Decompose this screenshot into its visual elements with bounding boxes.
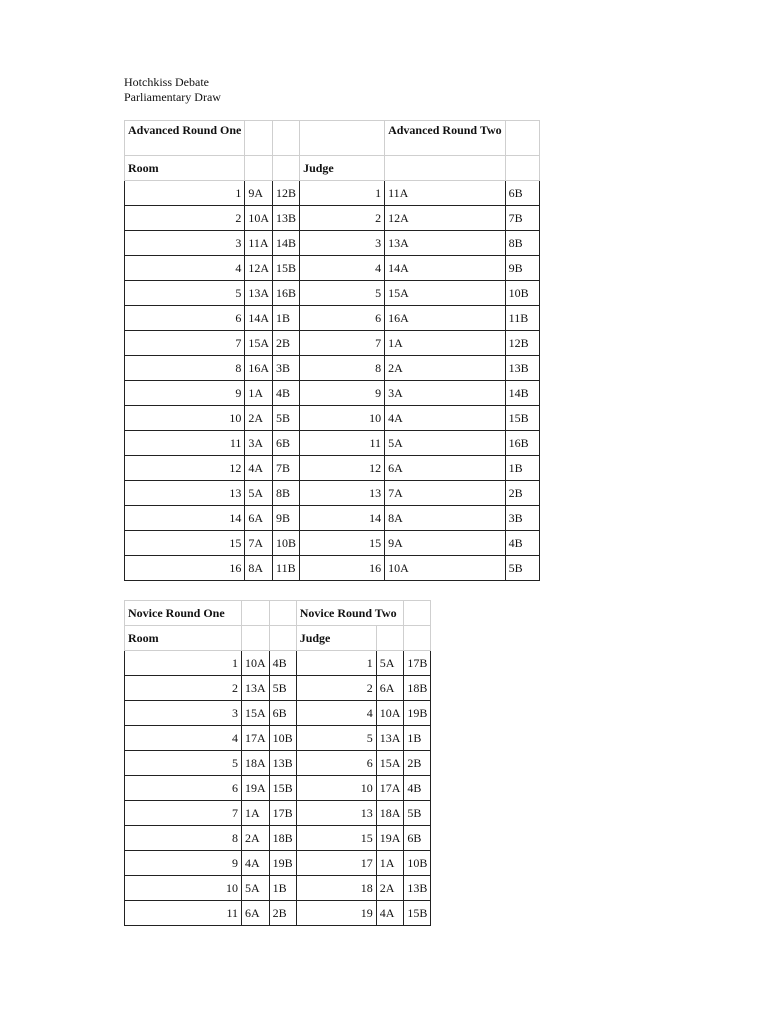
team-a-cell: 8A: [245, 556, 273, 581]
table-row: [125, 726, 431, 751]
team-b-cell: 17B: [404, 651, 431, 676]
judge-number-cell: 6: [300, 306, 385, 331]
room-number-cell: 15: [125, 531, 245, 556]
room-label: Room: [125, 626, 242, 651]
table-row: [125, 506, 540, 531]
room-label: Room: [125, 156, 245, 181]
novice-label-row: [125, 626, 431, 651]
team-a-cell: 13A: [385, 231, 506, 256]
table-row: [125, 381, 540, 406]
team-b-cell: 5B: [505, 556, 539, 581]
empty-cell: [273, 156, 300, 181]
team-b-cell: 13B: [505, 356, 539, 381]
team-a-cell: 7A: [245, 531, 273, 556]
judge-number-cell: 15: [296, 826, 376, 851]
team-b-cell: 6B: [505, 181, 539, 206]
team-b-cell: 7B: [505, 206, 539, 231]
team-a-cell: 2A: [242, 826, 270, 851]
table-row: [125, 876, 431, 901]
room-number-cell: 10: [125, 406, 245, 431]
team-b-cell: 6B: [269, 701, 296, 726]
empty-cell: [404, 601, 431, 626]
team-b-cell: 1B: [273, 306, 300, 331]
team-b-cell: 4B: [269, 651, 296, 676]
empty-cell: [269, 626, 296, 651]
table-row: [125, 851, 431, 876]
table-row: [125, 556, 540, 581]
team-b-cell: 11B: [273, 556, 300, 581]
team-b-cell: 7B: [273, 456, 300, 481]
table-row: [125, 651, 431, 676]
team-a-cell: 10A: [245, 206, 273, 231]
team-b-cell: 9B: [273, 506, 300, 531]
team-b-cell: 19B: [404, 701, 431, 726]
team-b-cell: 10B: [269, 726, 296, 751]
judge-number-cell: 13: [300, 481, 385, 506]
judge-number-cell: 15: [300, 531, 385, 556]
table-row: [125, 481, 540, 506]
team-a-cell: 6A: [376, 676, 404, 701]
team-b-cell: 10B: [404, 851, 431, 876]
judge-number-cell: 10: [296, 776, 376, 801]
table-row: [125, 531, 540, 556]
room-number-cell: 16: [125, 556, 245, 581]
team-a-cell: 1A: [376, 851, 404, 876]
team-b-cell: 4B: [273, 381, 300, 406]
advanced-round-one-title: Advanced Round One: [125, 121, 245, 156]
team-a-cell: 10A: [376, 701, 404, 726]
judge-number-cell: 4: [296, 701, 376, 726]
team-a-cell: 4A: [385, 406, 506, 431]
advanced-label-row: [125, 156, 540, 181]
room-number-cell: 10: [125, 876, 242, 901]
team-b-cell: 15B: [505, 406, 539, 431]
empty-cell: [242, 626, 270, 651]
table-row: [125, 431, 540, 456]
team-b-cell: 17B: [269, 801, 296, 826]
judge-number-cell: 11: [300, 431, 385, 456]
table-row: [125, 256, 540, 281]
room-number-cell: 5: [125, 281, 245, 306]
empty-cell: [300, 121, 385, 156]
team-a-cell: 5A: [245, 481, 273, 506]
room-number-cell: 11: [125, 431, 245, 456]
judge-label: Judge: [300, 156, 385, 181]
team-a-cell: 2A: [385, 356, 506, 381]
empty-cell: [404, 626, 431, 651]
judge-number-cell: 1: [300, 181, 385, 206]
team-b-cell: 3B: [273, 356, 300, 381]
judge-number-cell: 18: [296, 876, 376, 901]
team-b-cell: 14B: [505, 381, 539, 406]
team-b-cell: 13B: [273, 206, 300, 231]
advanced-round-two-title: Advanced Round Two: [385, 121, 506, 156]
table-row: [125, 356, 540, 381]
team-a-cell: 6A: [242, 901, 270, 926]
team-a-cell: 3A: [245, 431, 273, 456]
team-b-cell: 1B: [505, 456, 539, 481]
table-row: [125, 676, 431, 701]
team-b-cell: 16B: [273, 281, 300, 306]
judge-number-cell: 4: [300, 256, 385, 281]
room-number-cell: 8: [125, 356, 245, 381]
novice-round-one-title: Novice Round One: [125, 601, 242, 626]
empty-cell: [273, 121, 300, 156]
team-a-cell: 15A: [385, 281, 506, 306]
judge-number-cell: 6: [296, 751, 376, 776]
team-a-cell: 2A: [376, 876, 404, 901]
team-a-cell: 1A: [385, 331, 506, 356]
team-b-cell: 18B: [404, 676, 431, 701]
team-a-cell: 4A: [376, 901, 404, 926]
empty-cell: [242, 601, 270, 626]
table-row: [125, 306, 540, 331]
team-a-cell: 4A: [245, 456, 273, 481]
team-a-cell: 17A: [376, 776, 404, 801]
team-a-cell: 16A: [385, 306, 506, 331]
room-number-cell: 7: [125, 331, 245, 356]
table-row: [125, 331, 540, 356]
team-b-cell: 2B: [269, 901, 296, 926]
team-b-cell: 5B: [404, 801, 431, 826]
team-b-cell: 11B: [505, 306, 539, 331]
team-a-cell: 15A: [242, 701, 270, 726]
room-number-cell: 1: [125, 181, 245, 206]
team-b-cell: 8B: [273, 481, 300, 506]
judge-number-cell: 5: [296, 726, 376, 751]
team-b-cell: 4B: [505, 531, 539, 556]
team-b-cell: 19B: [269, 851, 296, 876]
team-a-cell: 13A: [245, 281, 273, 306]
team-b-cell: 15B: [404, 901, 431, 926]
team-a-cell: 8A: [385, 506, 506, 531]
room-number-cell: 6: [125, 306, 245, 331]
judge-number-cell: 13: [296, 801, 376, 826]
team-a-cell: 6A: [245, 506, 273, 531]
team-a-cell: 15A: [376, 751, 404, 776]
judge-number-cell: 3: [300, 231, 385, 256]
empty-cell: [505, 156, 539, 181]
team-a-cell: 12A: [385, 206, 506, 231]
team-a-cell: 18A: [376, 801, 404, 826]
team-a-cell: 10A: [242, 651, 270, 676]
judge-number-cell: 19: [296, 901, 376, 926]
judge-number-cell: 14: [300, 506, 385, 531]
team-a-cell: 5A: [385, 431, 506, 456]
table-row: [125, 801, 431, 826]
room-number-cell: 3: [125, 231, 245, 256]
advanced-title-row: [125, 121, 540, 156]
empty-cell: [376, 626, 404, 651]
judge-label: Judge: [296, 626, 376, 651]
novice-round-two-title: Novice Round Two: [296, 601, 404, 626]
team-a-cell: 14A: [245, 306, 273, 331]
team-a-cell: 16A: [245, 356, 273, 381]
team-a-cell: 5A: [242, 876, 270, 901]
team-b-cell: 15B: [273, 256, 300, 281]
room-number-cell: 14: [125, 506, 245, 531]
judge-number-cell: 9: [300, 381, 385, 406]
team-a-cell: 1A: [245, 381, 273, 406]
room-number-cell: 8: [125, 826, 242, 851]
team-b-cell: 16B: [505, 431, 539, 456]
team-b-cell: 13B: [404, 876, 431, 901]
team-b-cell: 1B: [269, 876, 296, 901]
team-a-cell: 15A: [245, 331, 273, 356]
team-a-cell: 14A: [385, 256, 506, 281]
empty-cell: [245, 121, 273, 156]
empty-cell: [385, 156, 506, 181]
room-number-cell: 1: [125, 651, 242, 676]
novice-title-row: [125, 601, 431, 626]
team-a-cell: 5A: [376, 651, 404, 676]
judge-number-cell: 2: [296, 676, 376, 701]
team-a-cell: 6A: [385, 456, 506, 481]
advanced-draw-table: [124, 120, 540, 581]
team-b-cell: 10B: [505, 281, 539, 306]
team-b-cell: 12B: [505, 331, 539, 356]
team-a-cell: 12A: [245, 256, 273, 281]
team-a-cell: 13A: [242, 676, 270, 701]
team-a-cell: 4A: [242, 851, 270, 876]
empty-cell: [245, 156, 273, 181]
team-a-cell: 3A: [385, 381, 506, 406]
room-number-cell: 4: [125, 726, 242, 751]
judge-number-cell: 12: [300, 456, 385, 481]
team-b-cell: 5B: [269, 676, 296, 701]
judge-number-cell: 7: [300, 331, 385, 356]
room-number-cell: 2: [125, 206, 245, 231]
team-b-cell: 5B: [273, 406, 300, 431]
team-b-cell: 14B: [273, 231, 300, 256]
team-a-cell: 1A: [242, 801, 270, 826]
team-b-cell: 4B: [404, 776, 431, 801]
room-number-cell: 9: [125, 381, 245, 406]
table-row: [125, 826, 431, 851]
table-row: [125, 231, 540, 256]
judge-number-cell: 16: [300, 556, 385, 581]
table-row: [125, 751, 431, 776]
team-b-cell: 13B: [269, 751, 296, 776]
novice-draw-table: [124, 600, 431, 926]
title-line-1: Hotchkiss Debate: [124, 75, 209, 89]
team-a-cell: 19A: [376, 826, 404, 851]
table-row: [125, 281, 540, 306]
team-b-cell: 18B: [269, 826, 296, 851]
empty-cell: [505, 121, 539, 156]
team-a-cell: 9A: [245, 181, 273, 206]
table-row: [125, 181, 540, 206]
team-b-cell: 8B: [505, 231, 539, 256]
judge-number-cell: 5: [300, 281, 385, 306]
team-b-cell: 2B: [404, 751, 431, 776]
team-b-cell: 6B: [404, 826, 431, 851]
team-a-cell: 19A: [242, 776, 270, 801]
team-b-cell: 6B: [273, 431, 300, 456]
team-a-cell: 7A: [385, 481, 506, 506]
table-row: [125, 406, 540, 431]
title-line-2: Parliamentary Draw: [124, 90, 221, 104]
room-number-cell: 3: [125, 701, 242, 726]
table-row: [125, 456, 540, 481]
team-a-cell: 9A: [385, 531, 506, 556]
team-a-cell: 10A: [385, 556, 506, 581]
empty-cell: [269, 601, 296, 626]
table-row: [125, 901, 431, 926]
document-title: [124, 75, 221, 105]
room-number-cell: 11: [125, 901, 242, 926]
judge-number-cell: 8: [300, 356, 385, 381]
room-number-cell: 5: [125, 751, 242, 776]
team-a-cell: 13A: [376, 726, 404, 751]
table-row: [125, 206, 540, 231]
team-a-cell: 11A: [385, 181, 506, 206]
team-b-cell: 15B: [269, 776, 296, 801]
room-number-cell: 4: [125, 256, 245, 281]
room-number-cell: 2: [125, 676, 242, 701]
team-b-cell: 2B: [273, 331, 300, 356]
team-b-cell: 3B: [505, 506, 539, 531]
team-b-cell: 10B: [273, 531, 300, 556]
judge-number-cell: 17: [296, 851, 376, 876]
team-a-cell: 18A: [242, 751, 270, 776]
table-row: [125, 701, 431, 726]
team-a-cell: 2A: [245, 406, 273, 431]
table-row: [125, 776, 431, 801]
judge-number-cell: 1: [296, 651, 376, 676]
team-b-cell: 1B: [404, 726, 431, 751]
team-a-cell: 11A: [245, 231, 273, 256]
judge-number-cell: 2: [300, 206, 385, 231]
room-number-cell: 13: [125, 481, 245, 506]
team-a-cell: 17A: [242, 726, 270, 751]
team-b-cell: 9B: [505, 256, 539, 281]
room-number-cell: 7: [125, 801, 242, 826]
team-b-cell: 12B: [273, 181, 300, 206]
room-number-cell: 6: [125, 776, 242, 801]
room-number-cell: 12: [125, 456, 245, 481]
team-b-cell: 2B: [505, 481, 539, 506]
room-number-cell: 9: [125, 851, 242, 876]
judge-number-cell: 10: [300, 406, 385, 431]
